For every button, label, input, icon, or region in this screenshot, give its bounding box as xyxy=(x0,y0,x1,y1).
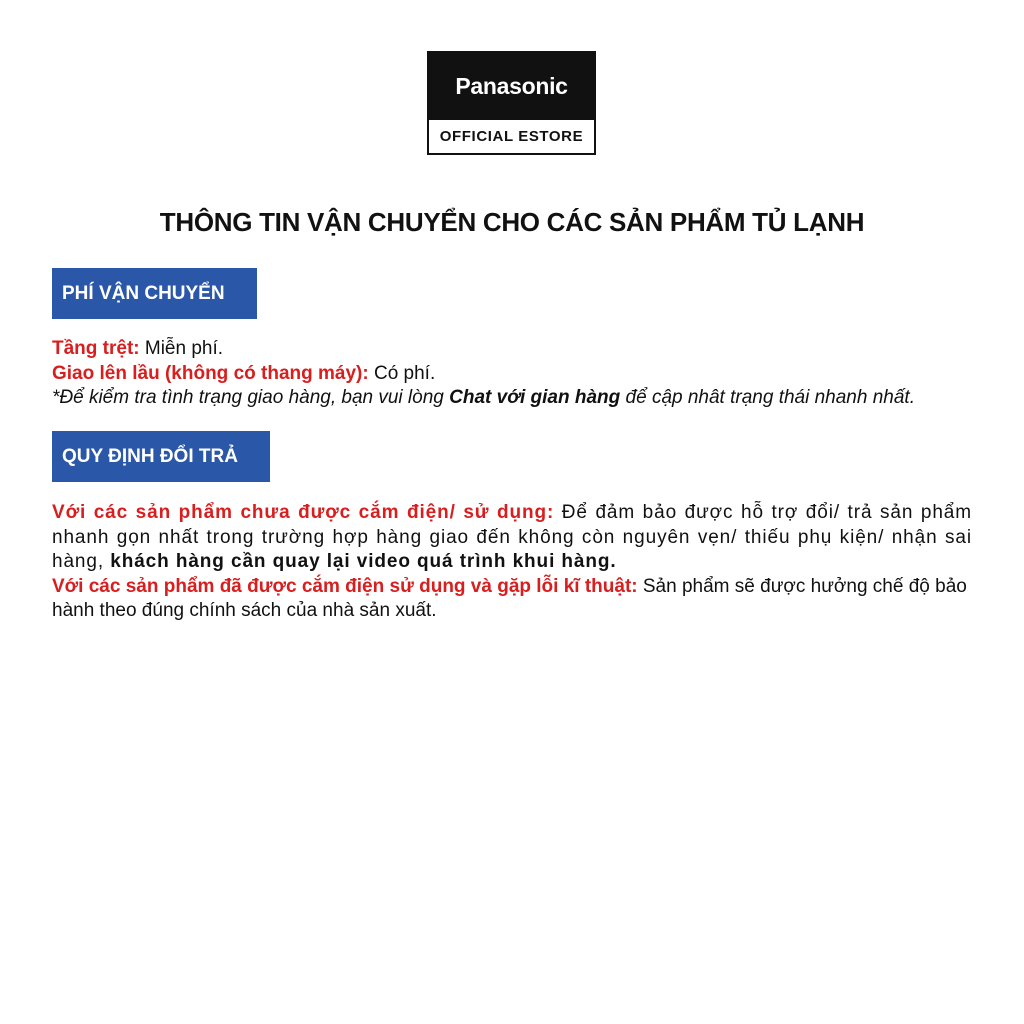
ground-floor-label: Tầng trệt: xyxy=(52,338,140,359)
panasonic-logo xyxy=(427,51,596,155)
unused-products-label: Với các sản phẩm chưa được cắm điện/ sử dụng: xyxy=(52,502,555,523)
ground-floor-line xyxy=(52,337,972,362)
note-text-end: để cập nhât trạng thái nhanh nhất. xyxy=(620,387,915,408)
unused-products-text: Để đảm bảo được hỗ trợ đổi/ trả sản phẩm nhanh gọn nhất trong trường hợp hàng giao đến không còn nguyên vẹn/ thiếu phụ kiện/ nhận sai hàng, xyxy=(52,502,972,572)
shipping-info xyxy=(52,337,972,411)
ground-floor-value: Miễn phí. xyxy=(139,338,224,359)
upstairs-line xyxy=(52,362,972,387)
page-title: THÔNG TIN VẬN CHUYỂN CHO CÁC SẢN PHẨM TỦ LẠNH xyxy=(159,207,865,237)
return-policy-heading: QUY ĐỊNH ĐỔI TRẢ xyxy=(52,431,270,482)
upstairs-label: Giao lên lầu (không có thang máy): xyxy=(52,362,369,384)
logo-brand: Panasonic xyxy=(429,53,594,120)
return-policy-info xyxy=(52,501,972,624)
note-text-start: *Để kiểm tra tình trạng giao hàng, bạn vui lòng xyxy=(52,387,450,408)
upstairs-value: Có phí. xyxy=(368,362,436,384)
shipping-fee-heading: PHÍ VẬN CHUYỂN xyxy=(52,268,257,319)
used-products-paragraph xyxy=(52,575,972,624)
logo-tagline: OFFICIAL ESTORE xyxy=(439,128,584,145)
used-products-label: Với các sản phẩm đã được cắm điện sử dụng và gặp lỗi kĩ thuật: xyxy=(52,575,638,597)
unboxing-video-requirement: khách hàng cần quay lại video quá trình khui hàng. xyxy=(110,551,617,572)
unused-products-paragraph xyxy=(52,501,972,575)
delivery-status-note xyxy=(52,386,972,411)
chat-with-store-text: Chat với gian hàng xyxy=(449,387,621,408)
used-products-text: Sản phẩm sẽ được hưởng chế độ bảo hành theo đúng chính sách của nhà sản xuất. xyxy=(52,575,967,621)
